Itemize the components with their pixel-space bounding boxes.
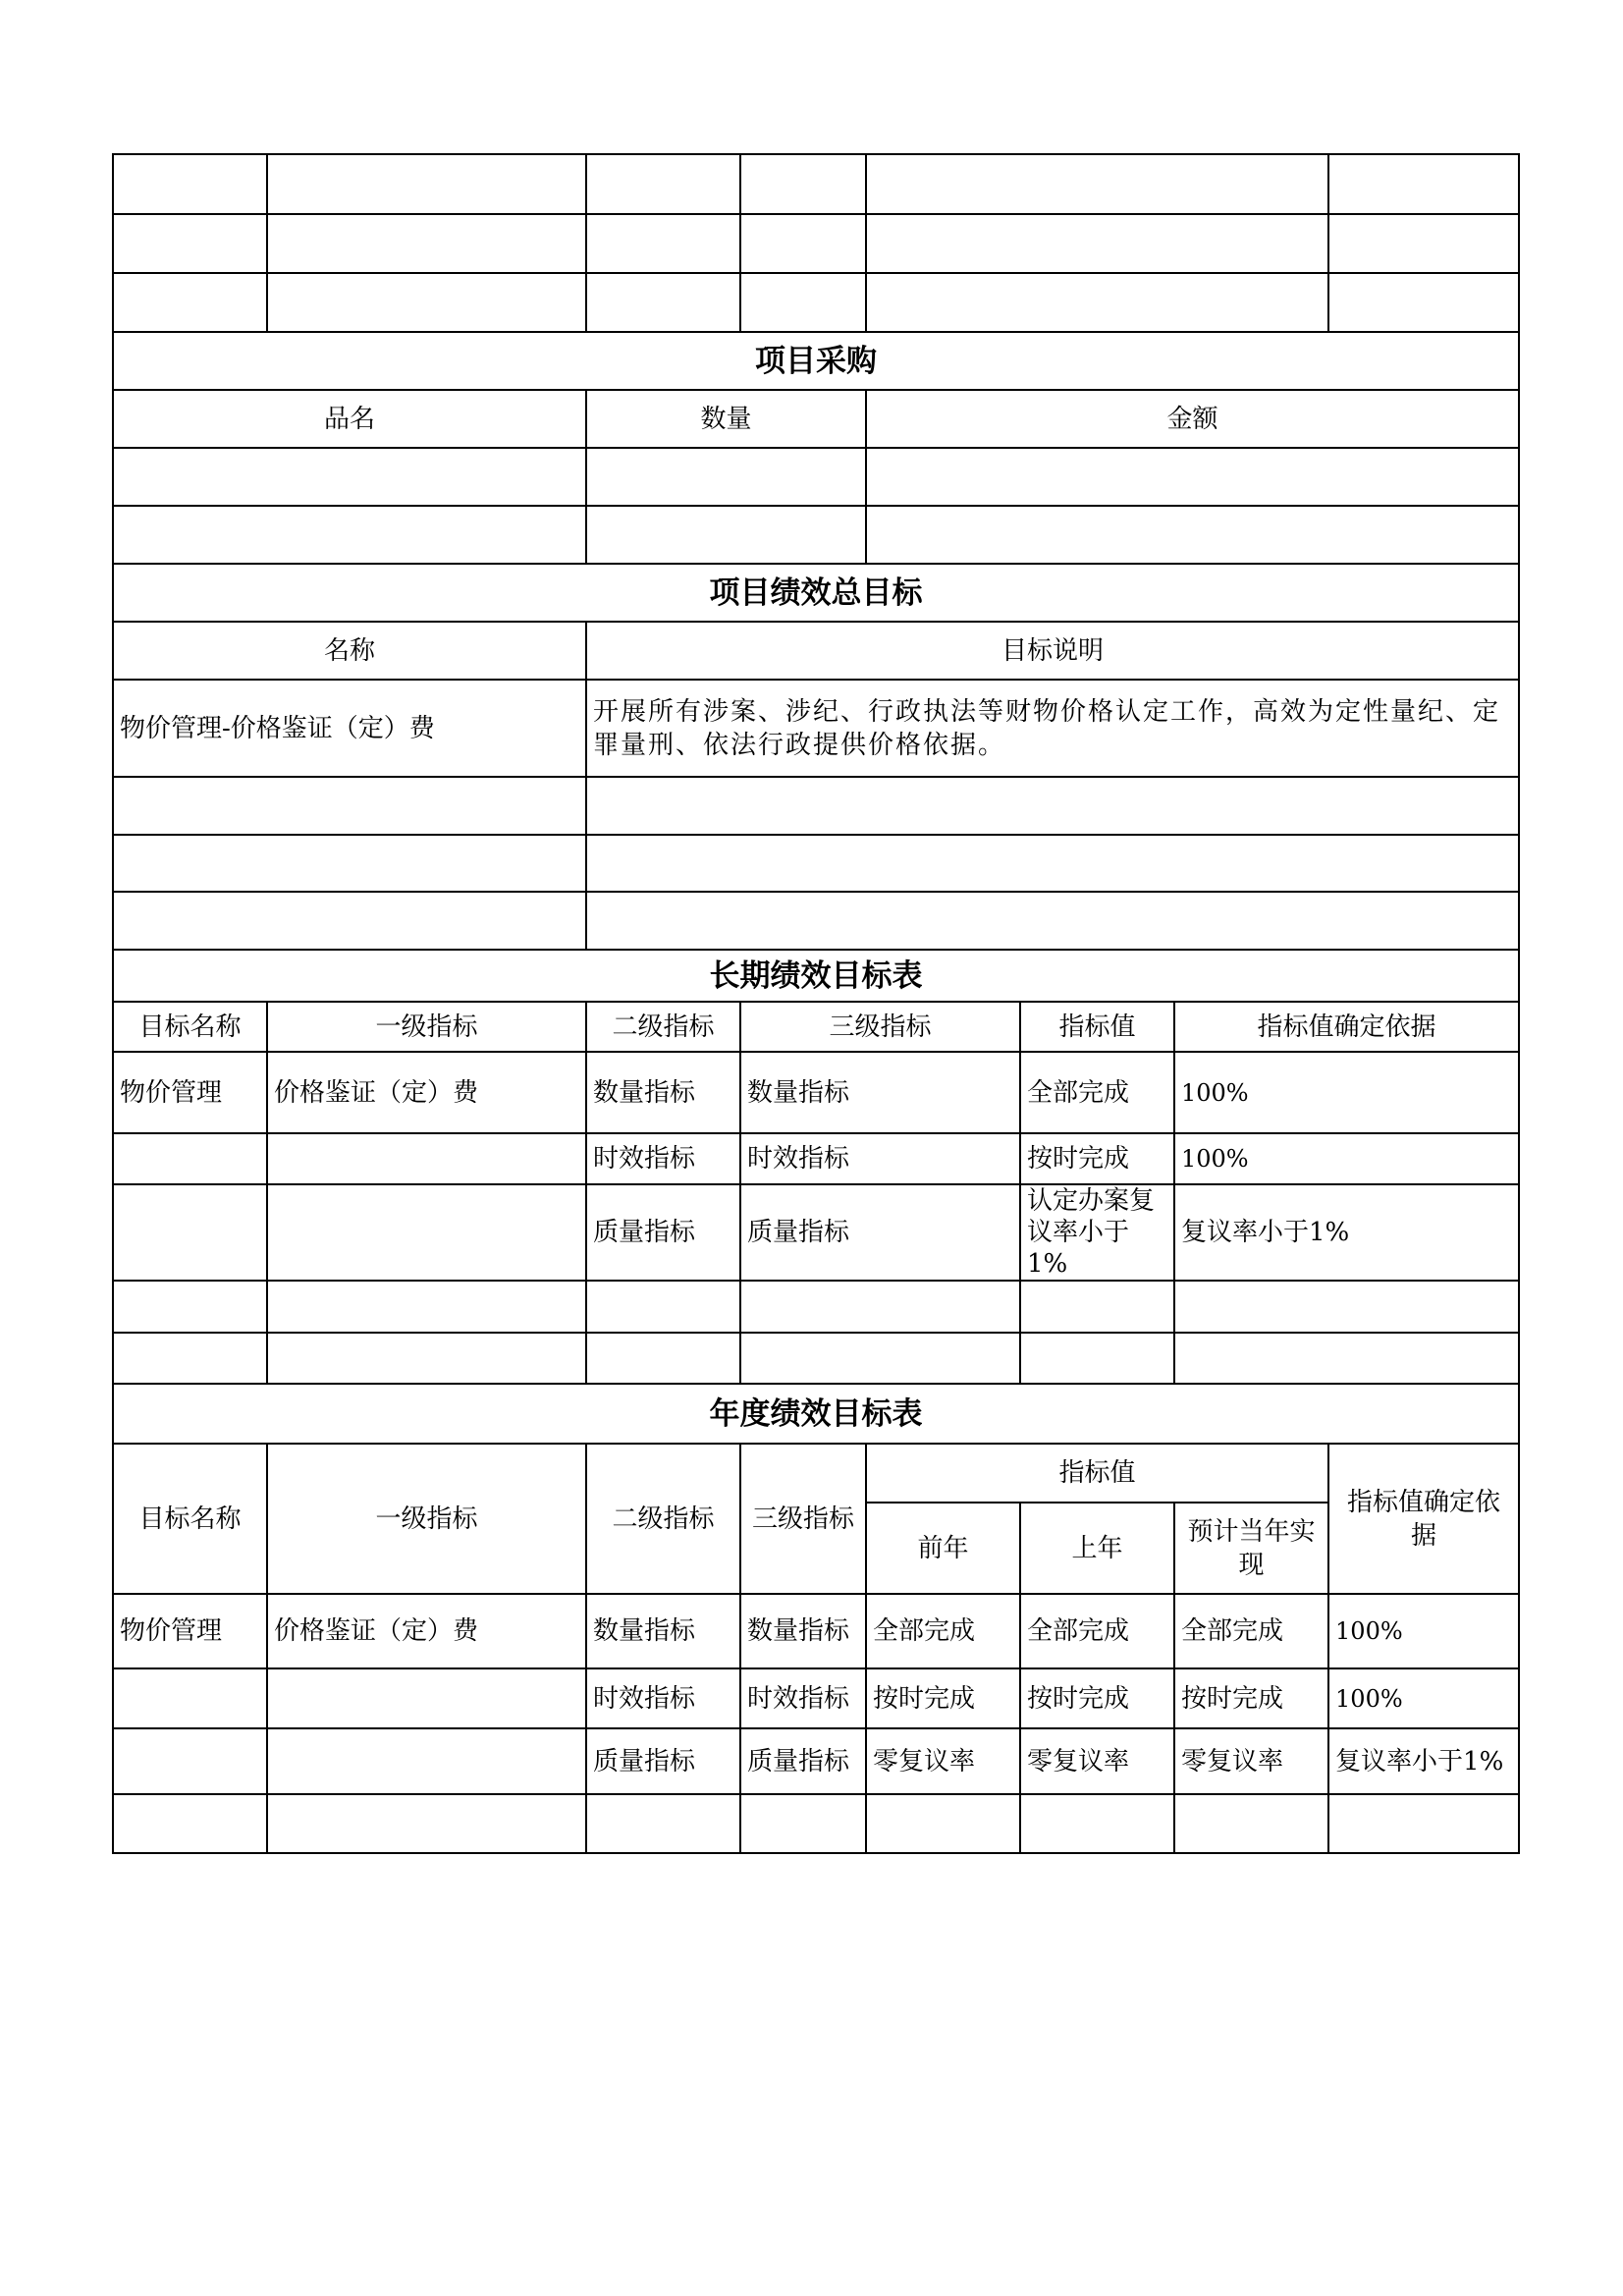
an-empty-cell [1020,1794,1174,1853]
an-empty-cell [1174,1794,1328,1853]
overall-goal-header-row [113,622,1519,680]
empty-cell [1328,214,1519,273]
empty-cell [740,214,866,273]
an-last-year: 全部完成 [1020,1594,1174,1668]
empty-cell [267,214,586,273]
long-term-row [113,1052,1519,1133]
an-level3: 时效指标 [740,1668,866,1728]
procurement-header-row [113,390,1519,448]
long-term-row [113,1333,1519,1384]
an-level1: 价格鉴证（定）费 [267,1594,586,1668]
empty-cell [740,273,866,332]
an-header-level2: 二级指标 [586,1444,740,1594]
an-level2: 时效指标 [586,1668,740,1728]
procurement-cell [866,448,1519,506]
overall-goal-title: 项目绩效总目标 [113,564,1519,622]
annual-row [113,1794,1519,1853]
lt-goal-name: 物价管理 [113,1052,267,1133]
overall-goal-row [113,835,1519,892]
an-last-year: 零复议率 [1020,1728,1174,1794]
overall-goal-cell [586,892,1519,950]
an-goal-name [113,1728,267,1794]
empty-row [113,154,1519,214]
lt-empty-cell [113,1333,267,1384]
empty-cell [113,214,267,273]
lt-level1: 价格鉴证（定）费 [267,1052,586,1133]
lt-header-goal-name: 目标名称 [113,1002,267,1052]
lt-level1 [267,1133,586,1184]
lt-empty-cell [1020,1333,1174,1384]
annual-title: 年度绩效目标表 [113,1384,1519,1444]
overall-goal-header-name: 名称 [113,622,586,680]
an-header-prev-year: 前年 [866,1503,1020,1594]
budget-sheet [112,153,1518,1854]
lt-level3: 数量指标 [740,1052,1020,1133]
lt-empty-cell [113,1281,267,1333]
lt-header-level2: 二级指标 [586,1002,740,1052]
lt-empty-cell [267,1281,586,1333]
procurement-row [113,506,1519,564]
lt-empty-cell [1174,1281,1519,1333]
an-empty-cell [267,1794,586,1853]
annual-row [113,1668,1519,1728]
lt-level2: 数量指标 [586,1052,740,1133]
an-header-basis: 指标值确定依据 [1328,1444,1519,1594]
overall-goal-cell [113,777,586,835]
an-last-year: 按时完成 [1020,1668,1174,1728]
lt-empty-cell [586,1333,740,1384]
lt-empty-cell [267,1333,586,1384]
overall-goal-row [113,680,1519,777]
lt-header-value: 指标值 [1020,1002,1174,1052]
an-level1 [267,1728,586,1794]
lt-goal-name [113,1184,267,1281]
lt-value: 全部完成 [1020,1052,1174,1133]
an-expected: 零复议率 [1174,1728,1328,1794]
lt-level3: 时效指标 [740,1133,1020,1184]
procurement-cell [113,448,586,506]
an-level3: 数量指标 [740,1594,866,1668]
an-empty-cell [586,1794,740,1853]
lt-value: 认定办案复议率小于1% [1020,1184,1174,1281]
an-header-level1: 一级指标 [267,1444,586,1594]
lt-header-level1: 一级指标 [267,1002,586,1052]
annual-row [113,1594,1519,1668]
lt-header-basis: 指标值确定依据 [1174,1002,1519,1052]
an-header-value: 指标值 [866,1444,1328,1503]
empty-cell [586,154,740,214]
an-goal-name: 物价管理 [113,1594,267,1668]
empty-cell [866,214,1328,273]
an-level3: 质量指标 [740,1728,866,1794]
overall-goal-cell [586,777,1519,835]
an-header-goal-name: 目标名称 [113,1444,267,1594]
long-term-row [113,1133,1519,1184]
procurement-header-amount: 金额 [866,390,1519,448]
lt-header-level3: 三级指标 [740,1002,1020,1052]
empty-cell [267,154,586,214]
lt-level2: 质量指标 [586,1184,740,1281]
empty-cell [866,154,1328,214]
annual-header-row [113,1444,1519,1503]
lt-level3: 质量指标 [740,1184,1020,1281]
empty-row [113,214,1519,273]
an-empty-cell [866,1794,1020,1853]
empty-cell [1328,154,1519,214]
an-header-last-year: 上年 [1020,1503,1174,1594]
empty-cell [267,273,586,332]
empty-cell [586,214,740,273]
procurement-title: 项目采购 [113,332,1519,390]
long-term-header-row [113,1002,1519,1052]
an-empty-cell [740,1794,866,1853]
procurement-row [113,448,1519,506]
procurement-cell [113,506,586,564]
lt-empty-cell [740,1281,1020,1333]
an-basis: 100% [1328,1668,1519,1728]
lt-basis: 复议率小于1% [1174,1184,1519,1281]
overall-goal-row [113,777,1519,835]
lt-level2: 时效指标 [586,1133,740,1184]
an-empty-cell [1328,1794,1519,1853]
lt-goal-name [113,1133,267,1184]
empty-cell [740,154,866,214]
long-term-row [113,1281,1519,1333]
an-prev-year: 零复议率 [866,1728,1020,1794]
an-empty-cell [113,1794,267,1853]
an-basis: 复议率小于1% [1328,1728,1519,1794]
an-goal-name [113,1668,267,1728]
empty-cell [586,273,740,332]
an-level2: 数量指标 [586,1594,740,1668]
lt-basis: 100% [1174,1052,1519,1133]
lt-value: 按时完成 [1020,1133,1174,1184]
empty-row [113,273,1519,332]
performance-table [112,153,1520,1854]
long-term-title: 长期绩效目标表 [113,950,1519,1002]
overall-goal-header-desc: 目标说明 [586,622,1519,680]
overall-goal-desc: 开展所有涉案、涉纪、行政执法等财物价格认定工作，高效为定性量纪、定罪量刑、依法行政提供价格依据。 [586,680,1519,777]
procurement-header-name: 品名 [113,390,586,448]
an-expected: 按时完成 [1174,1668,1328,1728]
lt-empty-cell [586,1281,740,1333]
empty-cell [866,273,1328,332]
empty-cell [1328,273,1519,332]
overall-goal-cell [586,835,1519,892]
empty-cell [113,154,267,214]
overall-goal-row [113,892,1519,950]
an-level1 [267,1668,586,1728]
an-header-level3: 三级指标 [740,1444,866,1594]
procurement-header-quantity: 数量 [586,390,866,448]
lt-level1 [267,1184,586,1281]
procurement-cell [586,506,866,564]
an-basis: 100% [1328,1594,1519,1668]
an-level2: 质量指标 [586,1728,740,1794]
lt-empty-cell [1174,1333,1519,1384]
overall-goal-name: 物价管理-价格鉴证（定）费 [113,680,586,777]
lt-empty-cell [740,1333,1020,1384]
empty-cell [113,273,267,332]
overall-goal-cell [113,892,586,950]
an-prev-year: 按时完成 [866,1668,1020,1728]
annual-row [113,1728,1519,1794]
lt-basis: 100% [1174,1133,1519,1184]
overall-goal-cell [113,835,586,892]
lt-empty-cell [1020,1281,1174,1333]
an-header-expected: 预计当年实现 [1174,1503,1328,1594]
long-term-row [113,1184,1519,1281]
procurement-cell [586,448,866,506]
procurement-cell [866,506,1519,564]
an-expected: 全部完成 [1174,1594,1328,1668]
an-prev-year: 全部完成 [866,1594,1020,1668]
